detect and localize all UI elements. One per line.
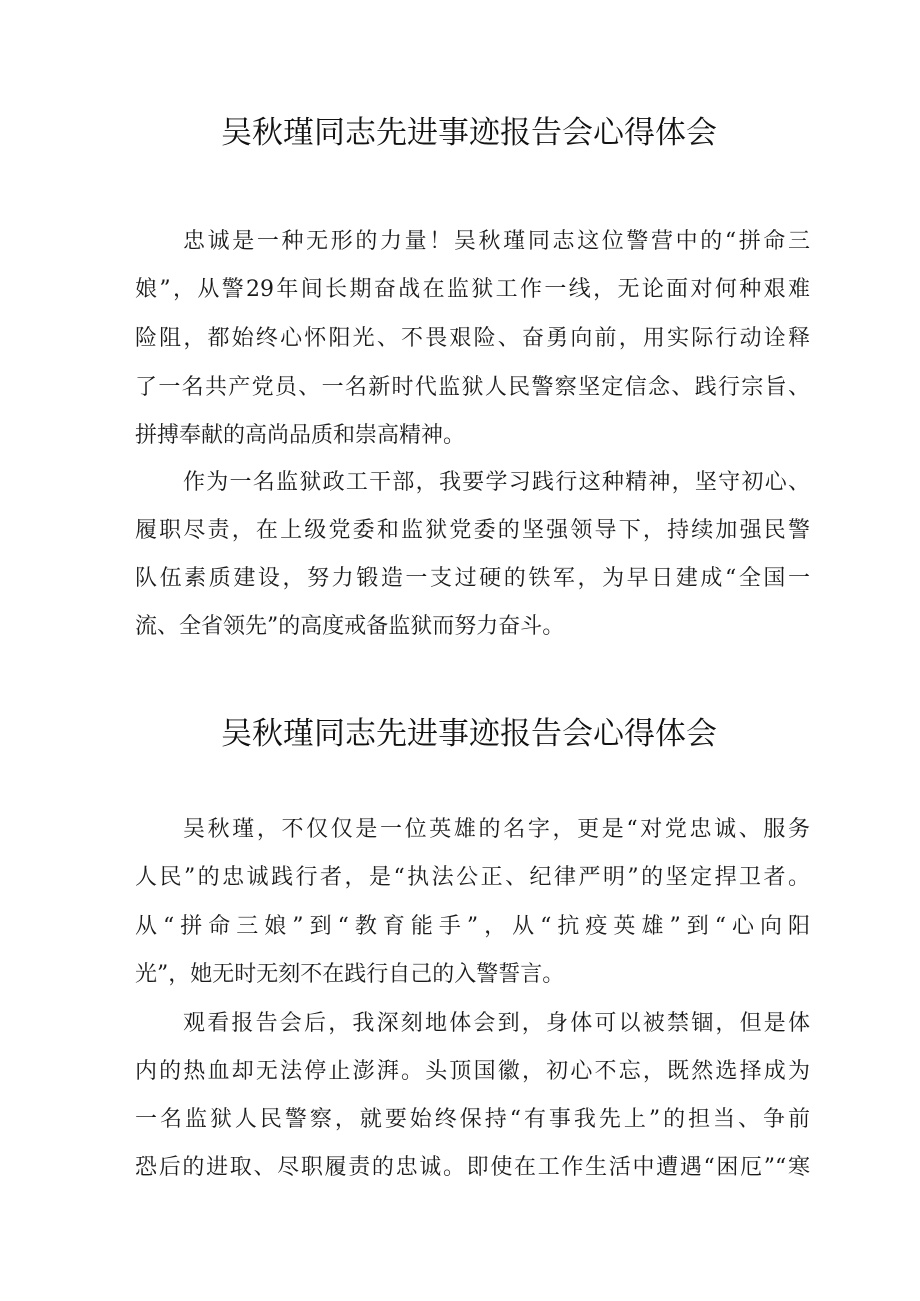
s1-p2-line-1: 作为一名监狱政工干部，我要学习践行这种精神，坚守初心、 [183, 470, 810, 495]
s1-p2-line-2: 履职尽责，在上级党委和监狱党委的坚强领导下，持续加强民警 [135, 518, 810, 543]
s2-p2-line-4: 恐后的进取、尽职履责的忠诚。即使在工作生活中遭遇“困厄”“寒 [135, 1155, 810, 1180]
s2-p2-line-2: 内的热血却无法停止澎湃。头顶国徽，初心不忘，既然选择成为 [135, 1059, 810, 1084]
s1-p2-line-4: 流、全省领先”的高度戒备监狱而努力奋斗。 [135, 614, 565, 639]
section-2-title: 吴秋瑾同志先进事迹报告会心得体会 [221, 716, 717, 752]
s1-p1-line-4: 了一名共产党员、一名新时代监狱人民警察坚定信念、践行宗旨、 [135, 375, 810, 400]
section-1-title: 吴秋瑾同志先进事迹报告会心得体会 [221, 115, 717, 151]
s1-p1-line-5: 拼搏奉献的高尚品质和崇高精神。 [135, 423, 466, 448]
s2-p1-line-4: 光”，她无时无刻不在践行自己的入警誓言。 [135, 962, 565, 987]
s1-p1-line-3: 险阻，都始终心怀阳光、不畏艰险、奋勇向前，用实际行动诠释 [135, 326, 810, 351]
s2-p2-line-1: 观看报告会后，我深刻地体会到，身体可以被禁锢，但是体 [183, 1011, 810, 1036]
s1-p1-line-1: 忠诚是一种无形的力量！吴秋瑾同志这位警营中的“拼命三 [183, 229, 810, 254]
s1-p1-line-2: 娘”，从警29年间长期奋战在监狱工作一线，无论面对何种艰难 [135, 277, 810, 302]
s2-p1-line-2: 人民”的忠诚践行者，是“执法公正、纪律严明”的坚定捍卫者。 [135, 865, 810, 890]
s1-p2-line-3: 队伍素质建设，努力锻造一支过硬的铁军，为早日建成“全国一 [135, 566, 810, 591]
s2-p2-line-3: 一名监狱人民警察，就要始终保持“有事我先上”的担当、争前 [135, 1107, 810, 1132]
s2-p1-line-3: 从“拼命三娘”到“教育能手”，从“抗疫英雄”到“心向阳 [135, 914, 810, 939]
s2-p1-line-1: 吴秋瑾，不仅仅是一位英雄的名字，更是“对党忠诚、服务 [183, 817, 810, 842]
